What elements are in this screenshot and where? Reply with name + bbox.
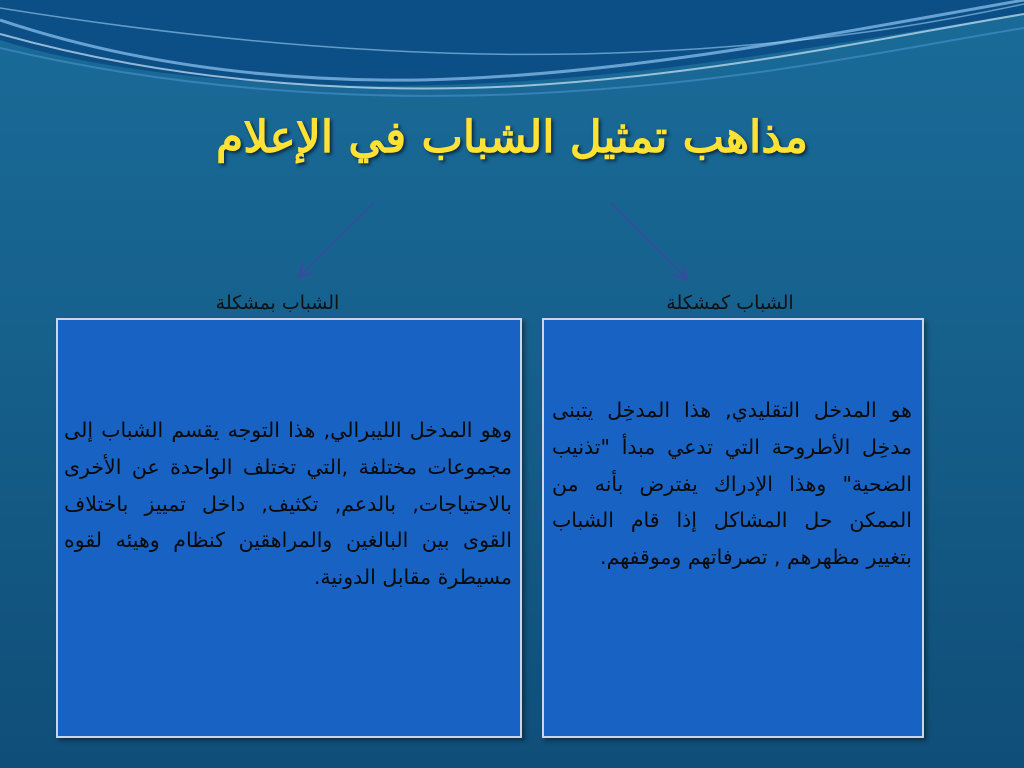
slide-title: مذاهب تمثيل الشباب في الإعلام xyxy=(216,112,808,163)
arrow-to-right-label xyxy=(610,202,686,278)
right-column-label: الشباب كمشكلة xyxy=(666,292,794,314)
left-text-box xyxy=(56,318,522,738)
right-box-text: هو المدخل التقليدي, هذا المدخِل يتبنى مدخِل الأطروحة التي تدعي مبدأ "تذنيب الضحية" وهذا الإدراك يفترض بأنه من الممكن حل المشاكل إذا قام الشباب بتغيير مظهرهم , تصرفاتهم وموقفهم. xyxy=(552,398,912,570)
right-text-box xyxy=(542,318,924,738)
decorative-waves xyxy=(0,0,1024,110)
left-box-text: وهو المدخل الليبرالي, هذا التوجه يقسم الشباب إلى مجموعات مختلفة ,التي تختلف الواحدة عن الأخرى بالاحتياجات, بالدعم, تكثيف, داخل تمييز باختلاف القوى بين البالغين والمراهقين كنظام وهيئه لقوه مسيطرة مقابل الدونية. xyxy=(64,418,512,590)
left-column-label: الشباب بمشكلة xyxy=(215,292,340,314)
arrow-to-left-label xyxy=(300,202,375,276)
